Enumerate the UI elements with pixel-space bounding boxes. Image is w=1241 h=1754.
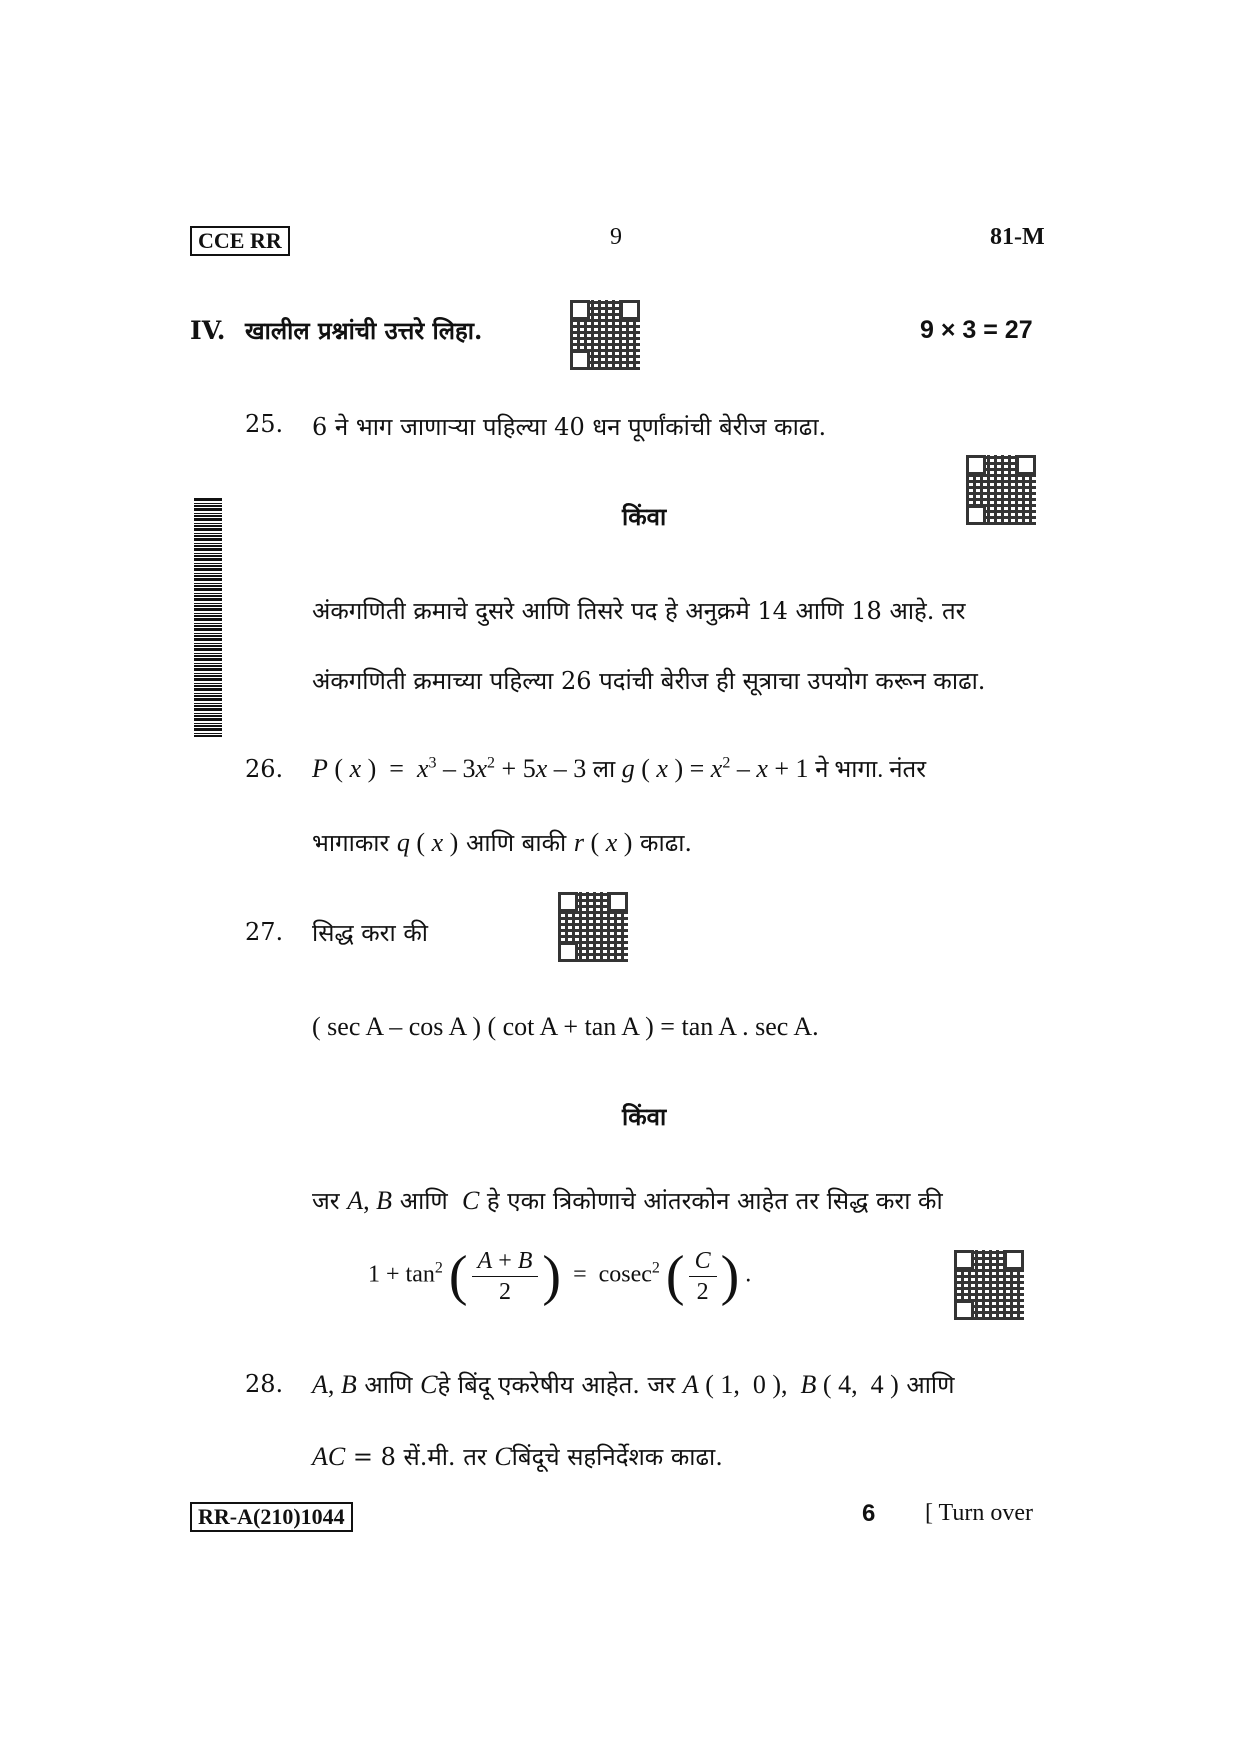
q28-line2-b: बिंदूचे सहनिर्देशक काढा.: [511, 1443, 723, 1471]
or-label: किंवा: [622, 1102, 667, 1131]
qr-code-icon: [558, 892, 628, 962]
section-roman: IV.: [190, 316, 226, 345]
q26-polynomial-line: P ( x ) = $x^3 - 3x^2 + 5x - 3$ ला g ( x ) = $x^2 - x + 1$ ने भागा. नंतर: [312, 754, 927, 783]
q28-line2: AC = 8 सें.मी. तर Cबिंदूचे सहनिर्देशक काढा.: [312, 1442, 723, 1471]
q28-seg3: आणि: [906, 1371, 955, 1399]
page-number: 9: [610, 224, 622, 250]
section-instruction: खालील प्रश्नांची उत्तरे लिहा.: [245, 316, 483, 345]
q25-alt-line2: अंकगणिती क्रमाच्या पहिल्या 26 पदांची बेरीज ही सूत्राचा उपयोग करून काढा.: [312, 667, 986, 695]
turn-over-label: [ Turn over: [925, 1500, 1034, 1526]
q27-alt-c: हे एका त्रिकोणाचे आंतरकोन आहेत तर सिद्ध करा की: [486, 1187, 943, 1215]
subject-code: 81-M: [990, 224, 1045, 250]
section-marks: 9 × 3 = 27: [920, 316, 1033, 344]
q28-seg1: आणि: [364, 1371, 413, 1399]
qr-code-icon: [570, 300, 640, 370]
q26-line2-a: भागाकार: [312, 829, 390, 857]
or-label: किंवा: [622, 502, 667, 531]
q26-line2-b: आणि बाकी: [465, 829, 567, 857]
q28-seg2: हे बिंदू एकरेषीय आहेत. जर: [437, 1371, 676, 1399]
q27-alt-a: जर: [312, 1187, 340, 1215]
q27-identity: ( sec A – cos A ) ( cot A + tan A ) = tan A . sec A.: [312, 1012, 819, 1041]
q28-line2-a: = 8 सें.मी. तर: [352, 1443, 487, 1471]
footer-page: 6: [862, 1500, 876, 1527]
q27-alt-line: जर A, B आणि C हे एका त्रिकोणाचे आंतरकोन आहेत तर सिद्ध करा की: [312, 1186, 943, 1215]
q25-text: 6 ने भाग जाणाऱ्या पहिल्या 40 धन पूर्णांकांची बेरीज काढा.: [312, 413, 827, 441]
q26-line2-c: काढा.: [640, 829, 693, 857]
q26-line2: भागाकार q ( x ) आणि बाकी r ( x ) काढा.: [312, 828, 693, 857]
q26-divide-by: ने भागा. नंतर: [815, 757, 927, 783]
q25-alt-line1: अंकगणिती क्रमाचे दुसरे आणि तिसरे पद हे अनुक्रमे 14 आणि 18 आहे. तर: [312, 597, 966, 625]
barcode-icon: [194, 497, 222, 737]
q27-trig-equation: $1 + \tan^2$ ( $\frac{A + B}{2}$ ) = cosec$^2$ ( $\frac{C}{2}$ ) .: [368, 1245, 752, 1307]
q26-number: 26.: [245, 755, 284, 783]
footer-code-box: RR-A(210)1044: [190, 1502, 353, 1532]
paper-code-box: CCE RR: [190, 226, 290, 256]
qr-code-icon: [966, 455, 1036, 525]
q28-number: 28.: [245, 1370, 284, 1398]
qr-code-icon: [954, 1250, 1024, 1320]
q28-line1: A, B आणि Cहे बिंदू एकरेषीय आहेत. जर A ( 1, 0 ), B ( 4, 4 ) आणि: [312, 1370, 955, 1399]
q27-number: 27.: [245, 918, 284, 946]
q27-prove: सिद्ध करा की: [312, 919, 428, 947]
q26-divide-word: ला: [592, 757, 616, 783]
q27-alt-b: आणि: [399, 1187, 448, 1215]
q25-number: 25.: [245, 410, 284, 438]
